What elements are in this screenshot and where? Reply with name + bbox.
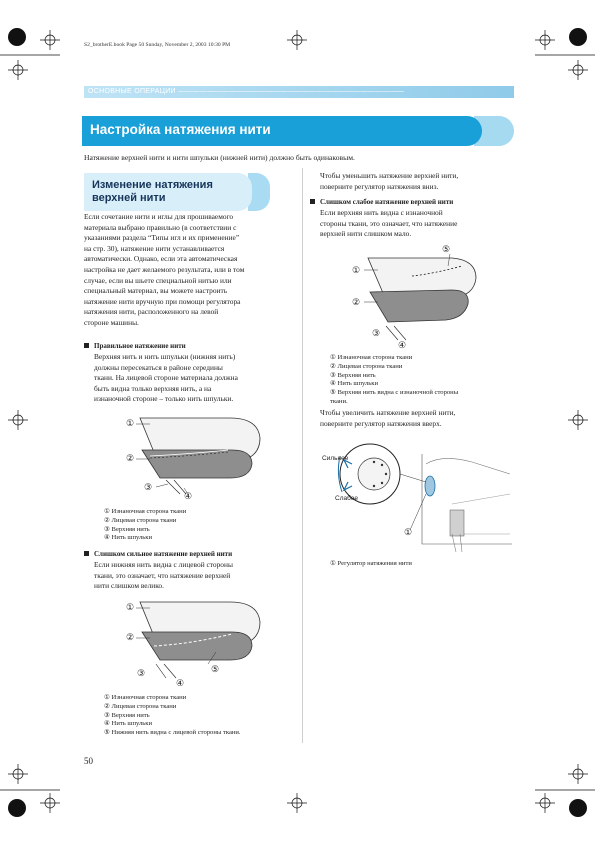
legend-item: ④ Нить шпульки [104, 534, 153, 542]
correct-heading [84, 342, 186, 350]
increase-text [320, 408, 530, 429]
callout-5: ⑤ [211, 664, 220, 674]
text-line: должны пересекаться в районе середины [94, 362, 223, 372]
callout-1: ① [352, 265, 361, 275]
bullet-square [84, 551, 89, 556]
text-line: специальный материал, вы можете настроить [84, 286, 228, 296]
text-line: стороны ткани, это означает, что натяжение [320, 218, 458, 228]
legend-item: ⑤ Нижняя нить видна с лицевой стороны ткани. [104, 729, 241, 737]
too-tight-body [94, 560, 294, 592]
legend-item: ② Лицевая сторона ткани [104, 702, 177, 710]
text-line: поверните регулятор натяжения вниз. [320, 181, 439, 191]
legend-item: ③ Верхняя нить [104, 711, 150, 719]
text-line: Верхняя нить и нить шпульки (нижняя нить) [94, 352, 236, 361]
text-line: указаниями раздела “Типы игл и их применение” [84, 233, 240, 243]
chapter-band [84, 86, 514, 98]
callout-2: ② [126, 453, 135, 463]
legend-item: ② Лицевая сторона ткани [104, 516, 177, 524]
legend-item: ткани. [330, 397, 348, 405]
callout-2: ② [126, 632, 135, 642]
text-line: случае, если вы шьете специальной нитью или [84, 275, 232, 285]
legend-item: ③ Верхняя нить [104, 525, 150, 533]
too-loose-body [320, 208, 520, 240]
callout-4: ④ [176, 678, 185, 688]
text-line: настройка не дает желаемого результата, или в том [84, 264, 245, 274]
callout-1: ① [126, 602, 135, 612]
callout-3: ③ [372, 328, 381, 338]
print-header: S2_brotherE.book Page 50 Sunday, November 2, 2003 10:30 PM [84, 42, 231, 48]
text-line: Чтобы уменьшить натяжение верхней нити, [320, 171, 459, 180]
stronger-label: Сильнее [322, 455, 349, 462]
legend-item: ④ Нить шпульки [104, 720, 153, 728]
section-title: Изменение натяжения верхней нити [92, 179, 213, 204]
text-line: натяжение нити вручную при помощи регулятора [84, 296, 241, 306]
text-line: на стр. 30), натяжение нити устанавливается [84, 243, 225, 253]
intro-text: Натяжение верхней нити и нити шпульки (нижней нити) должно быть одинаковым. [84, 153, 355, 162]
legend-item: ① Изнаночная сторона ткани [104, 508, 187, 515]
text-line: материала выбрано правильно (в соответствии с [84, 222, 237, 232]
bullet-square [84, 343, 89, 348]
text-line: натяжения нити, расположенного на левой [84, 307, 219, 317]
callout-3: ③ [137, 668, 146, 678]
tension-dial-figure [322, 434, 512, 554]
legend-item: ③ Верхняя нить [330, 371, 376, 379]
text-line: Если верхняя нить видна с изнаночной [320, 208, 443, 217]
text-line: Если сочетание нити и иглы для прошиваемого [84, 212, 234, 221]
heading-text: Правильное натяжение нити [94, 342, 186, 350]
heading-text: Слишком слабое натяжение верхней нити [320, 198, 454, 206]
callout-1: ① [126, 418, 135, 428]
text-line: нити слишком велико. [94, 581, 164, 591]
text-line: ткани. На лицевой стороне материала должна [94, 373, 238, 383]
too-loose-heading [310, 198, 453, 206]
legend-item: ② Лицевая сторона ткани [330, 362, 403, 370]
legend-item: ① Регулятор натяжения нити [330, 560, 412, 567]
weaker-label: Слабее [335, 495, 358, 502]
text-line: Если нижняя нить видна с лицевой стороны [94, 560, 233, 569]
chapter-label: ОСНОВНЫЕ ОПЕРАЦИИ ——————————————————————————————— [88, 87, 405, 95]
dial-legend [330, 560, 412, 569]
legend-item: ⑤ Верхняя нить видна с изнаночной стороны [330, 389, 459, 397]
left-paragraph [84, 212, 294, 329]
decrease-text [320, 171, 520, 192]
column-divider [302, 168, 303, 743]
text-line: ткани, это означает, что натяжение верхней [94, 570, 231, 580]
too-tight-heading [84, 550, 232, 558]
correct-body [94, 352, 294, 405]
bullet-square [310, 199, 315, 204]
text-line: стороне машины. [84, 317, 139, 327]
too-tight-legend [104, 694, 241, 738]
text-line: автоматически. Однако, если эта автоматическая [84, 254, 238, 264]
text-line: Чтобы увеличить натяжение верхней нити, [320, 408, 456, 417]
page-title: Настройка натяжения нити [90, 122, 271, 137]
heading-text: Слишком сильное натяжение верхней нити [94, 550, 233, 558]
fabric-figure-correct [120, 410, 270, 505]
legend-item: ④ Нить шпульки [330, 380, 379, 388]
text-line: верхней нити слишком мало. [320, 229, 412, 239]
legend-item: ① Изнаночная сторона ткани [104, 694, 187, 701]
correct-legend [104, 508, 186, 543]
page-number: 50 [84, 756, 93, 766]
too-loose-legend [330, 354, 458, 407]
text-line: быть видна только верхняя нить, а на [94, 383, 212, 393]
legend-item: ① Изнаночная сторона ткани [330, 354, 413, 361]
text-line: поверните регулятор натяжения вверх. [320, 418, 442, 428]
callout-2: ② [352, 297, 361, 307]
callout-1: ① [404, 527, 413, 537]
callout-3: ③ [144, 482, 153, 492]
callout-4: ④ [184, 491, 193, 501]
callout-4: ④ [398, 340, 407, 350]
text-line: изнаночной стороне – только нить шпульки. [94, 394, 234, 404]
callout-5: ⑤ [442, 244, 451, 254]
